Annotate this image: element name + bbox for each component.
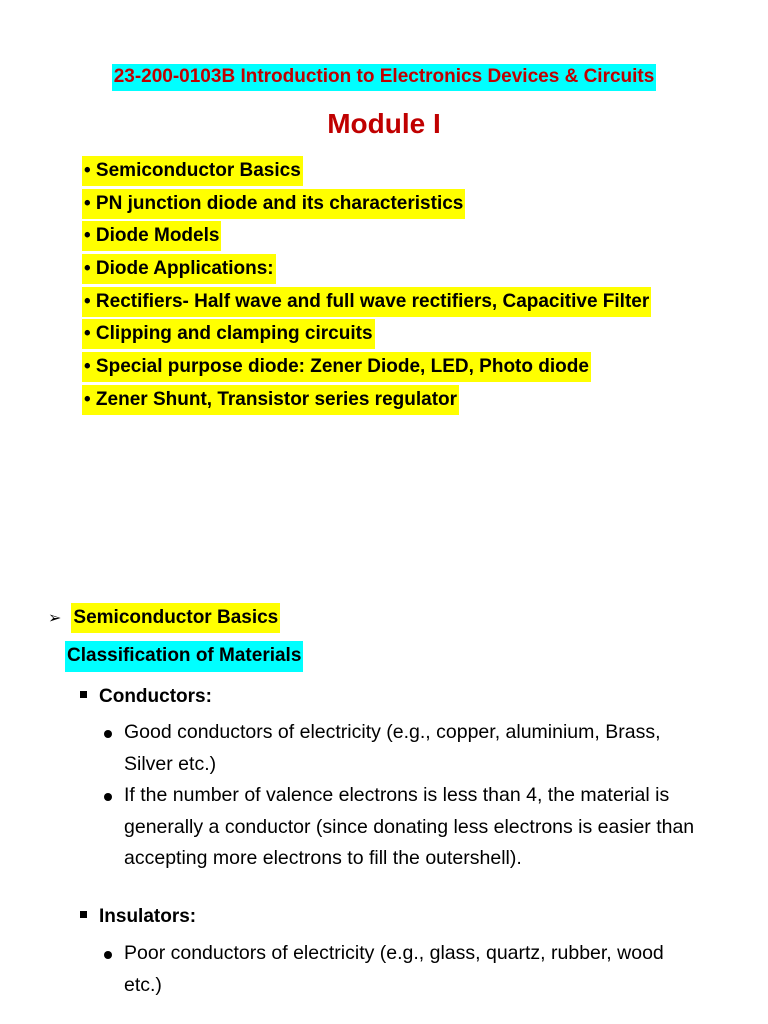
- square-bullet-icon: [80, 911, 87, 918]
- bullet-point: [104, 938, 704, 1001]
- topic-item: • Zener Shunt, Transistor series regulator: [82, 384, 651, 417]
- dot-bullet-icon: [104, 730, 112, 738]
- category-label: Conductors:: [99, 686, 212, 707]
- topic-item: • Diode Applications:: [82, 253, 651, 286]
- module-title: Module I: [327, 108, 441, 139]
- topic-item: • Semiconductor Basics: [82, 155, 651, 188]
- topic-list: [82, 155, 651, 417]
- topic-item: • Rectifiers- Half wave and full wave rectifiers, Capacitive Filter: [82, 286, 651, 319]
- section-heading: [48, 607, 280, 629]
- topic-item: • Special purpose diode: Zener Diode, LED, Photo diode: [82, 351, 651, 384]
- category-label: Insulators:: [99, 906, 197, 927]
- arrow-bullet-icon: ➢: [48, 610, 62, 627]
- bullet-text: Poor conductors of electricity (e.g., glass, quartz, rubber, wood etc.): [124, 942, 664, 996]
- course-title: [0, 66, 768, 88]
- bullet-text: If the number of valence electrons is less than 4, the material is generally a conductor (since donating less electrons is easier than accepting more electrons to fill the outershell).: [124, 784, 695, 869]
- square-bullet-icon: [80, 691, 87, 698]
- section-heading-text: Semiconductor Basics: [71, 603, 280, 633]
- bullet-text: Good conductors of electricity (e.g., copper, aluminium, Brass, Silver etc.): [124, 721, 661, 775]
- subsection-heading-text: Classification of Materials: [65, 641, 303, 672]
- course-title-text: 23-200-0103B Introduction to Electronics Devices & Circuits: [112, 64, 657, 91]
- category-conductors: [80, 686, 212, 708]
- topic-item: • PN junction diode and its characteristics: [82, 188, 651, 221]
- dot-bullet-icon: [104, 793, 112, 801]
- bullet-point: [104, 717, 704, 780]
- topic-item: • Diode Models: [82, 220, 651, 253]
- category-insulators: [80, 906, 196, 928]
- subsection-heading: [65, 645, 303, 667]
- topic-item: • Clipping and clamping circuits: [82, 318, 651, 351]
- dot-bullet-icon: [104, 951, 112, 959]
- bullet-point: [104, 780, 704, 875]
